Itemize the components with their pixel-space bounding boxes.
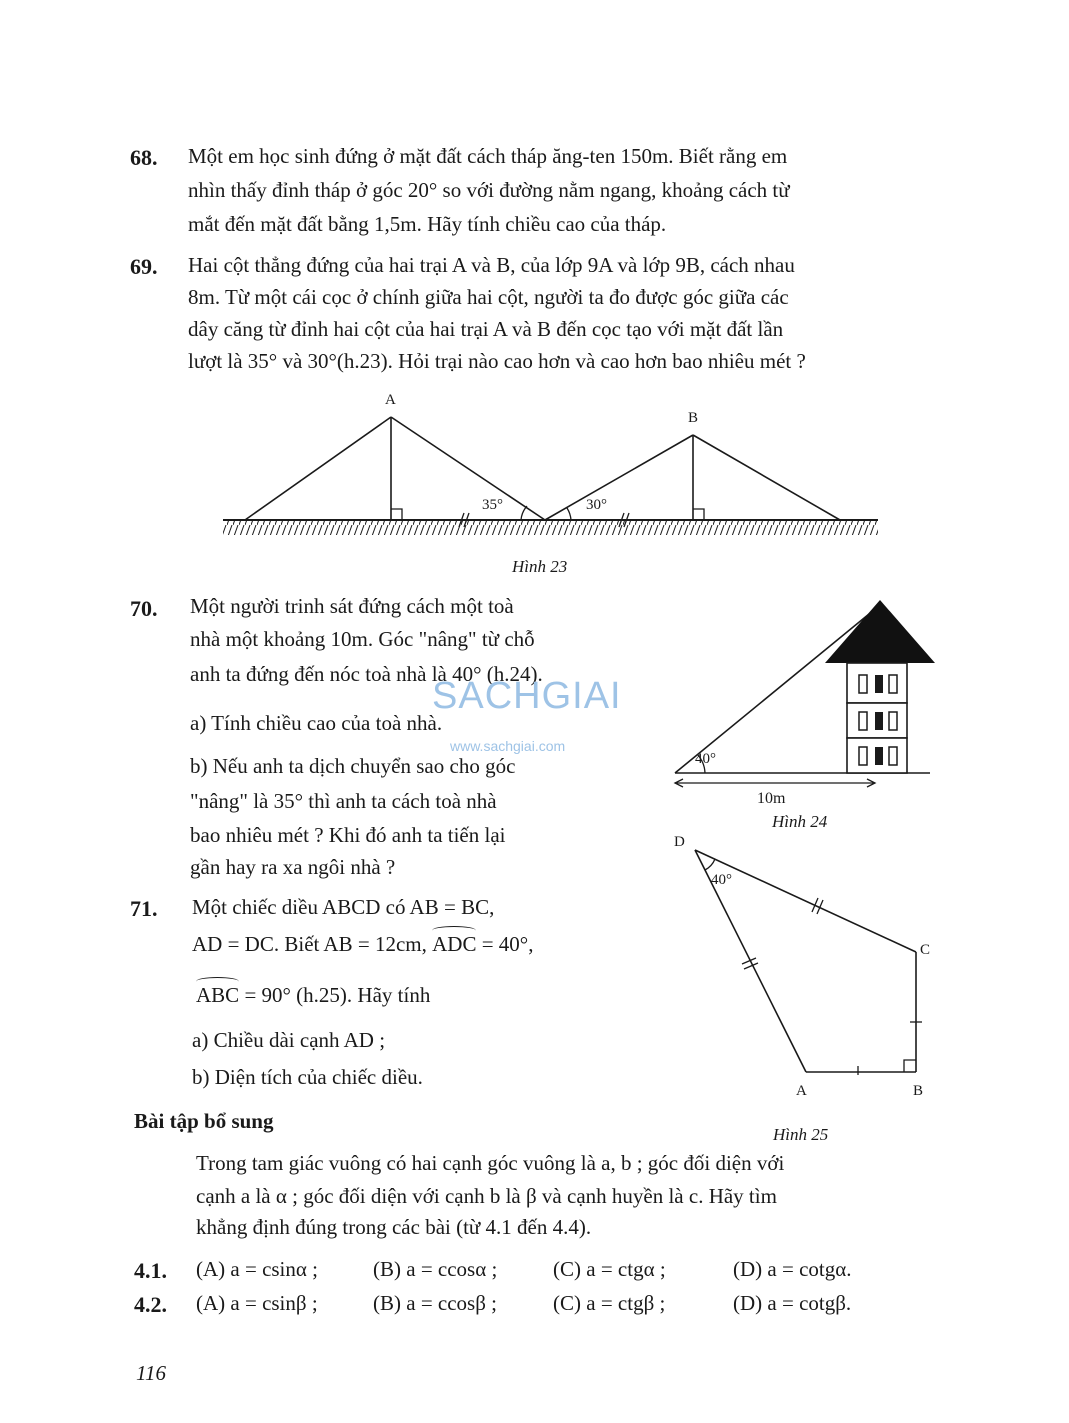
question-42-option-a: (A) a = csinβ ;: [196, 1291, 318, 1315]
problem-70-line: nhà một khoảng 10m. Góc "nâng" từ chỗ: [190, 627, 535, 651]
question-41-number: 4.1.: [134, 1258, 167, 1283]
figure-23-caption: Hình 23: [512, 557, 568, 576]
problem-71-line: ABC = 90° (h.25). Hãy tính: [196, 983, 431, 1007]
watermark-url: www.sachgiai.com: [450, 738, 566, 754]
angle-adc-notation: ADC: [432, 932, 477, 956]
figure-23-diagram: [215, 385, 885, 545]
figure-24-angle: 40°: [695, 751, 716, 767]
figure-25-label-c: C: [920, 942, 931, 958]
question-41-option-b: (B) a = ccosα ;: [373, 1257, 498, 1281]
problem-68-number: 68.: [130, 145, 158, 170]
figure-25-label-d: D: [674, 834, 685, 850]
problem-69-line: 8m. Từ một cái cọc ở chính giữa hai cột, người ta đo được góc giữa các: [188, 285, 789, 309]
figure-25-caption: Hình 25: [773, 1125, 829, 1144]
question-42-option-c: (C) a = ctgβ ;: [553, 1291, 666, 1315]
question-41-option-a: (A) a = csinα ;: [196, 1257, 318, 1281]
problem-70-part-b-line: bao nhiêu mét ? Khi đó anh ta tiến lại: [190, 823, 506, 847]
page-number: 116: [136, 1361, 166, 1385]
figure-25-label-a: A: [796, 1083, 807, 1099]
problem-71-part-b: b) Diện tích của chiếc diều.: [192, 1065, 423, 1089]
figure-24-caption: Hình 24: [772, 812, 828, 831]
question-42-option-d: (D) a = cotgβ.: [733, 1291, 852, 1315]
problem-71-number: 71.: [130, 896, 158, 921]
angle-abc-notation: ABC: [196, 983, 240, 1007]
supplement-line: cạnh a là α ; góc đối diện với cạnh b là β và cạnh huyền là c. Hãy tìm: [196, 1184, 777, 1208]
figure-24-distance: 10m: [757, 790, 786, 807]
question-41-option-d: (D) a = cotgα.: [733, 1257, 852, 1281]
figure-25-label-b: B: [913, 1083, 924, 1099]
problem-68-line: nhìn thấy đỉnh tháp ở góc 20° so với đường nằm ngang, khoảng cách từ: [188, 178, 790, 202]
problem-71-part-a: a) Chiều dài cạnh AD ;: [192, 1028, 386, 1052]
problem-70-line: Một người trinh sát đứng cách một toà: [190, 594, 514, 618]
problem-70-part-b-line: "nâng" là 35° thì anh ta cách toà nhà: [190, 789, 497, 813]
question-42-option-b: (B) a = ccosβ ;: [373, 1291, 497, 1315]
figure-23-label-a: A: [385, 392, 396, 408]
problem-68-line: mắt đến mặt đất bằng 1,5m. Hãy tính chiều cao của tháp.: [188, 212, 667, 236]
problem-69-line: lượt là 35° và 30°(h.23). Hỏi trại nào cao hơn và cao hơn bao nhiêu mét ?: [188, 349, 806, 373]
problem-70-part-b-line: gần hay ra xa ngôi nhà ?: [190, 855, 396, 879]
problem-70-part-a: a) Tính chiều cao của toà nhà.: [190, 711, 443, 735]
question-41-option-c: (C) a = ctgα ;: [553, 1257, 666, 1281]
supplement-line: khẳng định đúng trong các bài (từ 4.1 đến 4.4).: [196, 1215, 592, 1239]
problem-71-line: AD = DC. Biết AB = 12cm, ADC = 40°,: [192, 932, 534, 956]
figure-23-label-b: B: [688, 410, 699, 426]
problem-70-line: anh ta đứng đến nóc toà nhà là 40° (h.24).: [190, 662, 543, 686]
figure-23-angle-35: 35°: [482, 497, 503, 513]
problem-69-line: Hai cột thẳng đứng của hai trại A và B, của lớp 9A và lớp 9B, cách nhau: [188, 253, 795, 277]
problem-70-part-b-line: b) Nếu anh ta dịch chuyển sao cho góc: [190, 754, 516, 778]
supplement-line: Trong tam giác vuông có hai cạnh góc vuông là a, b ; góc đối diện với: [196, 1151, 785, 1175]
problem-69-line: dây căng từ đỉnh hai cột của hai trại A và B đến cọc tạo với mặt đất lần: [188, 317, 784, 341]
watermark-logo: SACHGIAI: [432, 675, 622, 717]
supplement-heading: Bài tập bổ sung: [134, 1109, 274, 1133]
problem-71-line: Một chiếc diều ABCD có AB = BC,: [192, 895, 495, 919]
problem-69-number: 69.: [130, 254, 158, 279]
figure-23-angle-30: 30°: [586, 497, 607, 513]
figure-25-angle: 40°: [711, 872, 732, 888]
figure-25-diagram: [680, 830, 940, 1075]
problem-68-line: Một em học sinh đứng ở mặt đất cách tháp ăng-ten 150m. Biết rằng em: [188, 144, 788, 168]
problem-70-number: 70.: [130, 596, 158, 621]
question-42-number: 4.2.: [134, 1292, 167, 1317]
